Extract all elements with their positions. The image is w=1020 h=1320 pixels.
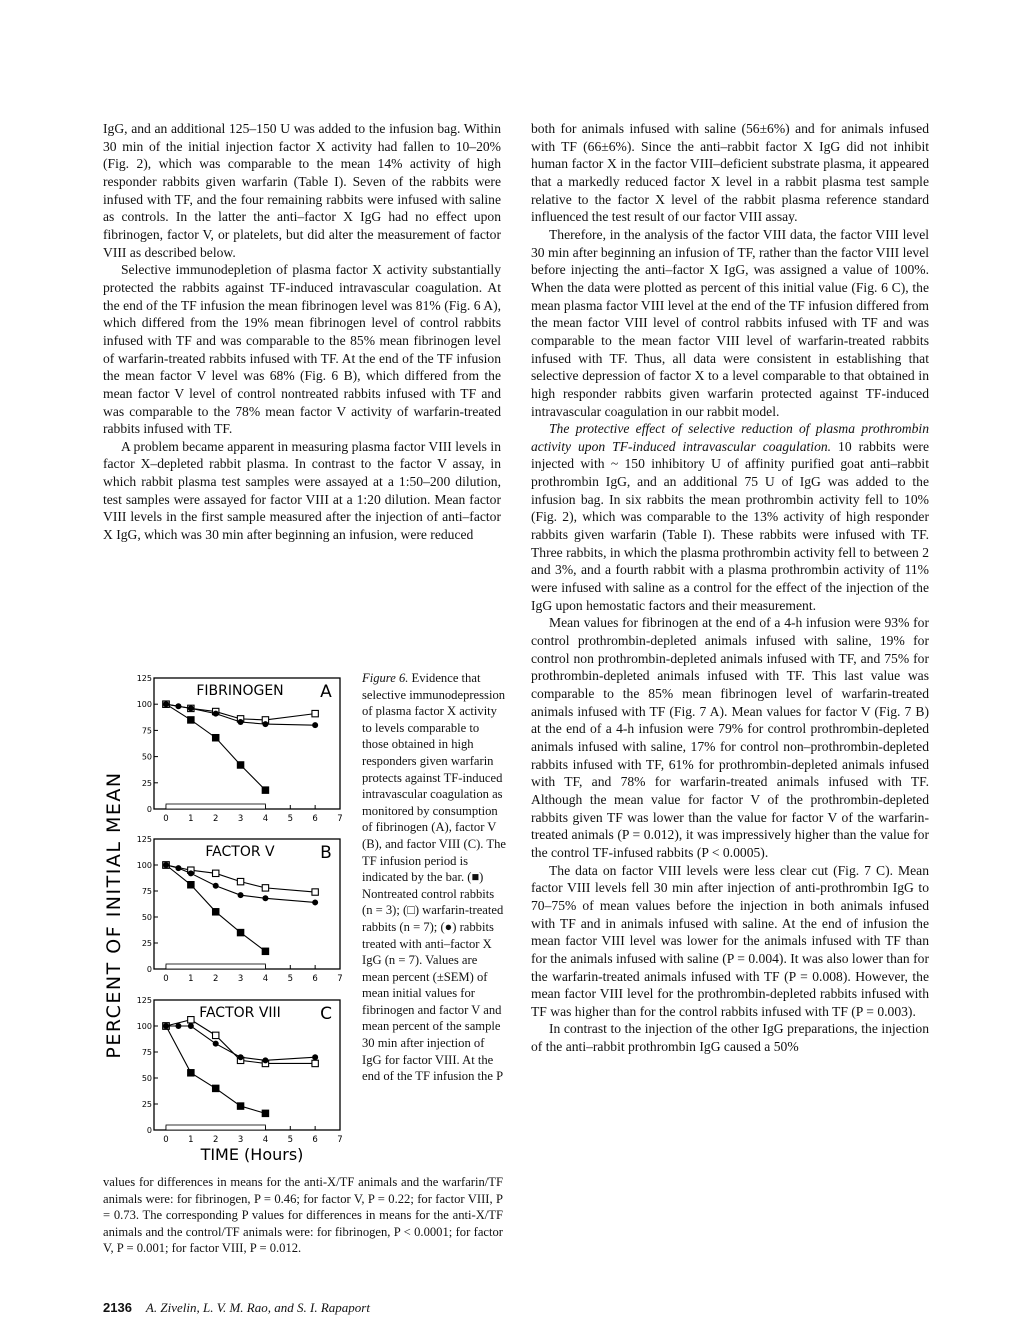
- data-point-square: [262, 885, 268, 891]
- data-point-circle: [238, 719, 244, 725]
- x-tick-label: 4: [262, 974, 269, 984]
- data-point-square: [312, 710, 318, 716]
- data-point-square: [312, 1060, 318, 1066]
- data-point-circle: [188, 870, 194, 876]
- figure-label: Figure 6.: [362, 671, 409, 685]
- data-point-square: [237, 762, 243, 768]
- data-point-circle: [262, 1057, 268, 1063]
- y-tick-label: 125: [136, 996, 152, 1005]
- data-point-circle: [213, 711, 219, 717]
- x-tick-label: 7: [337, 974, 343, 984]
- data-point-square: [188, 882, 194, 888]
- data-point-circle: [213, 1041, 219, 1047]
- y-tick-label: 25: [141, 939, 152, 948]
- y-tick-label: 50: [141, 913, 152, 922]
- running-authors: A. Zivelin, L. V. M. Rao, and S. I. Rapaport: [145, 1300, 370, 1315]
- paragraph: In contrast to the injection of the other IgG preparations, the injection of the anti–rabbit prothrombin IgG caused a 50%: [531, 1021, 929, 1055]
- data-point-square: [262, 787, 268, 793]
- section-paragraph: [531, 420, 929, 614]
- x-tick-label: 1: [188, 814, 194, 824]
- right-column: [531, 120, 929, 1056]
- data-point-circle: [163, 701, 169, 707]
- data-point-circle: [312, 899, 318, 905]
- x-tick-label: 7: [337, 814, 343, 824]
- x-tick-label: 3: [237, 974, 244, 984]
- data-point-circle: [175, 865, 181, 871]
- x-tick-label: 6: [312, 974, 318, 984]
- data-point-square: [312, 889, 318, 895]
- data-point-square: [188, 1070, 194, 1076]
- data-point-circle: [312, 722, 318, 728]
- x-tick-label: 6: [312, 814, 318, 824]
- x-tick-label: 6: [312, 1135, 318, 1145]
- y-tick-label: 125: [136, 835, 152, 844]
- data-point-square: [188, 717, 194, 723]
- x-tick-label: 7: [337, 1135, 343, 1145]
- figure-caption: [362, 670, 507, 1085]
- y-tick-label: 25: [141, 1100, 152, 1109]
- data-point-circle: [188, 705, 194, 711]
- infusion-bar: [166, 964, 265, 969]
- x-tick-label: 5: [287, 974, 293, 984]
- paragraph: Therefore, in the analysis of the factor VIII data, the factor VIII level 30 min after beginning an infusion of TF, rather than the factor VIII level before injecting the anti–factor X IgG, was assigned a value of 100%. When the data were plotted as percent of this initial value (Fig. 6 C), the mean plasma factor VIII level at the end of the TF infusion differed from the mean factor VIII level of control rabbits infused with TF and was comparable to the mean factor VIII level of warfarin-treated rabbits infused with TF. Thus, all data were consistent in establishing that selective depression of factor X to a level comparable to that obtained in high responder rabbits given warfarin protected against TF-induced intravascular coagulation in our rabbit model.: [531, 226, 929, 419]
- data-point-square: [262, 948, 268, 954]
- data-point-circle: [312, 1054, 318, 1060]
- y-tick-label: 75: [141, 1048, 152, 1057]
- panel-title: FACTOR V: [205, 844, 275, 860]
- paragraph: The data on factor VIII levels were less clear cut (Fig. 7 C). Mean factor VIII levels fell 30 min after injection of anti-prothrombin IgG to 70–75% of mean values before the injection in both animals infused with TF and in animals infused with saline. At the end of infusion the mean factor VIII level was lower for the animals infused with TF than for the animals infused with saline (P = 0.004). It was also lower than for the warfarin-treated animals infused with TF (P = 0.008). However, the mean factor VIII level for the prothrombin-depleted rabbits infused with TF was higher than for the control rabbits infused with TF (P = 0.003).: [531, 862, 929, 1019]
- y-tick-label: 25: [141, 778, 152, 788]
- y-tick-label: 0: [146, 965, 152, 974]
- x-tick-label: 4: [262, 1135, 269, 1145]
- y-axis-label: PERCENT OF INITIAL MEAN: [103, 771, 125, 1059]
- series-line-control: [166, 704, 265, 790]
- infusion-bar: [166, 1125, 265, 1130]
- panel-letter: C: [320, 1004, 332, 1024]
- data-point-circle: [188, 1023, 194, 1029]
- left-column: [103, 120, 501, 544]
- paragraph: both for animals infused with saline (56±6%) and for animals infused with TF (66±6%). Since the anti–rabbit factor X IgG did not inhibit human factor X in the factor VIII–deficient substrate plasma, it appeared that a markedly reduced factor X level in a rabbit plasma test sample relative to the factor X level of the rabbit plasma reference standard influenced the test result of our factor VIII assay.: [531, 121, 929, 225]
- data-point-circle: [238, 1054, 244, 1060]
- data-point-square: [213, 1085, 219, 1091]
- x-tick-label: 3: [237, 1135, 244, 1145]
- x-tick-label: 0: [163, 974, 169, 984]
- paragraph: A problem became apparent in measuring plasma factor VIII levels in factor X–depleted rabbit plasma. In contrast to the factor V assay, in which rabbit plasma test samples were assayed at a 1:50–200 dilution, test samples were assayed for factor VIII at a 1:20 dilution. Mean factor VIII levels in the first sample measured after the injection of anti–factor X IgG, which was 30 min after beginning an infusion, were reduced: [103, 438, 501, 543]
- data-point-circle: [238, 892, 244, 898]
- y-tick-label: 0: [146, 805, 152, 814]
- paragraph: Selective immunodepletion of plasma factor X activity substantially protected the rabbits against TF-induced intravascular coagulation. At the end of the TF infusion the mean fibrinogen level was 81% (Fig. 6 A), which differed from the 19% mean fibrinogen level of control rabbits infused with TF and was comparable to the 85% mean fibrinogen level of warfarin-treated rabbits infused with TF. At the end of the TF infusion the mean factor V level was 68% (Fig. 6 B), which differed from the mean factor V level of control nontreated rabbits infused with TF and was comparable to the 78% mean factor V activity of warfarin-treated rabbits infused with TF.: [103, 262, 501, 437]
- x-tick-label: 1: [188, 1135, 194, 1145]
- panel-letter: B: [320, 843, 332, 863]
- data-point-circle: [163, 1023, 169, 1029]
- data-point-circle: [163, 862, 169, 868]
- data-point-square: [237, 878, 243, 884]
- x-tick-label: 5: [287, 1135, 293, 1145]
- x-tick-label: 2: [213, 974, 219, 984]
- x-tick-label: 4: [262, 814, 269, 824]
- caption-text: Evidence that selective immunodepression of plasma factor X activity to levels comparable to those obtained in high responders given warfarin protects against TF-induced intravascular coagulation as monitored by consumption of fibrinogen (A), factor V (B), and factor VIII (C). The TF infusion period is indicated by the bar. (■) Nontreated control rabbits (n = 3); (□) warfarin-treated rabbits (n = 7); (●) rabbits treated with anti–factor X IgG (n = 7). Values are mean percent (±SEM) of mean initial values for fibrinogen and factor V and mean percent of the sample 30 min after injection of IgG for factor VIII. At the end of the TF infusion the P: [362, 671, 506, 1084]
- data-point-circle: [262, 721, 268, 727]
- x-axis-label: TIME (Hours): [200, 1145, 304, 1164]
- data-point-circle: [175, 1023, 181, 1029]
- y-tick-label: 50: [141, 752, 152, 762]
- y-tick-label: 75: [141, 887, 152, 896]
- data-point-square: [213, 909, 219, 915]
- y-tick-label: 125: [136, 674, 152, 683]
- data-point-square: [188, 1017, 194, 1023]
- panel-title: FIBRINOGEN: [196, 683, 284, 699]
- y-tick-label: 100: [136, 861, 152, 870]
- data-point-square: [237, 929, 243, 935]
- panel-letter: A: [320, 682, 332, 702]
- figure-6-chart: [100, 665, 362, 1170]
- figure-caption-continued: values for differences in means for the anti-X/TF animals and the warfarin/TF animals were: for fibrinogen, P = 0.46; for factor V, P = 0.22; for factor VIII, P = 0.73. The corresponding P values for differences in means for the anti-X/TF animals and the control/TF animals were: for fibrinogen, P < 0.0001; for factor V, P = 0.001; for factor VIII, P = 0.012.: [103, 1175, 503, 1256]
- x-tick-label: 2: [213, 1135, 219, 1145]
- x-tick-label: 1: [188, 974, 194, 984]
- x-tick-label: 5: [287, 814, 293, 824]
- section-heading: The protective effect of selective reduction of plasma prothrombin activity upon TF-induced intravascular coagulation.: [531, 421, 929, 454]
- section-text: 10 rabbits were injected with ~ 150 inhibitory U of affinity purified goat anti–rabbit prothrombin IgG, and an additional 75 U of IgG was added to the infusion bag. In six rabbits the mean prothrombin activity fell to 10% (Fig. 2), which was comparable to the 13% activity of high responder rabbits given warfarin (Table I). These rabbits were infused with TF. Three rabbits, in which the plasma prothrombin activity fell to between 2 and 3%, and a fourth rabbit with a plasma prothrombin activity of 11% were infused with saline as a control for the effect of the injection of the IgG upon hemostatic factors and their measurement.: [531, 438, 929, 613]
- x-tick-label: 0: [163, 814, 169, 824]
- data-point-square: [262, 1110, 268, 1116]
- x-tick-label: 3: [237, 814, 244, 824]
- data-point-circle: [262, 895, 268, 901]
- infusion-bar: [166, 804, 265, 809]
- paragraph: Mean values for fibrinogen at the end of a 4-h infusion were 93% for control prothrombin-depleted animals infused with saline, 19% for control non prothrombin-depleted animals infused with TF, and 75% for prothrombin-depleted animals infused with TF. This last value was comparable to the 85% mean fibrinogen level of warfarin-treated animals infused with TF (Fig. 7 A). Mean values for factor V (Fig. 7 B) at the end of a 4-h infusion were 79% for control prothrombin-depleted animals infused with saline, 17% for control non–prothrombin-depleted rabbits infused with TF, 61% for prothrombin-depleted animals infused with TF, and 78% for warfarin-treated animals infused with TF. Although the mean value for factor V of the prothrombin-depleted rabbits given TF was lower than the value for factor V of the warfarin-treated animals (P = 0.012), it was impressively higher than the value for the control TF-infused rabbits (P < 0.0005).: [531, 615, 929, 860]
- data-point-square: [213, 1032, 219, 1038]
- data-point-circle: [213, 883, 219, 889]
- y-tick-label: 100: [136, 700, 152, 710]
- data-point-circle: [175, 703, 181, 709]
- y-tick-label: 100: [136, 1022, 152, 1031]
- x-tick-label: 0: [163, 1135, 169, 1145]
- data-point-square: [213, 735, 219, 741]
- y-tick-label: 0: [146, 1126, 152, 1135]
- y-tick-label: 50: [141, 1074, 152, 1083]
- data-point-square: [237, 1103, 243, 1109]
- x-tick-label: 2: [213, 814, 219, 824]
- y-tick-label: 75: [141, 726, 152, 736]
- data-point-square: [213, 870, 219, 876]
- page-number: 2136: [103, 1300, 132, 1315]
- panel-title: FACTOR VIII: [199, 1005, 281, 1021]
- paragraph: IgG, and an additional 125–150 U was added to the infusion bag. Within 30 min of the initial injection factor X activity had fallen to 10–20% (Fig. 2), which was comparable to the mean 14% activity of high responder rabbits given warfarin (Table I). Seven of the rabbits were infused with TF, and the four remaining rabbits were infused with saline as controls. In the latter the anti–factor X IgG had no effect upon fibrinogen, factor V, or platelets, but did alter the measurement of factor VIII as described below.: [103, 121, 501, 260]
- page-footer: [103, 1300, 370, 1316]
